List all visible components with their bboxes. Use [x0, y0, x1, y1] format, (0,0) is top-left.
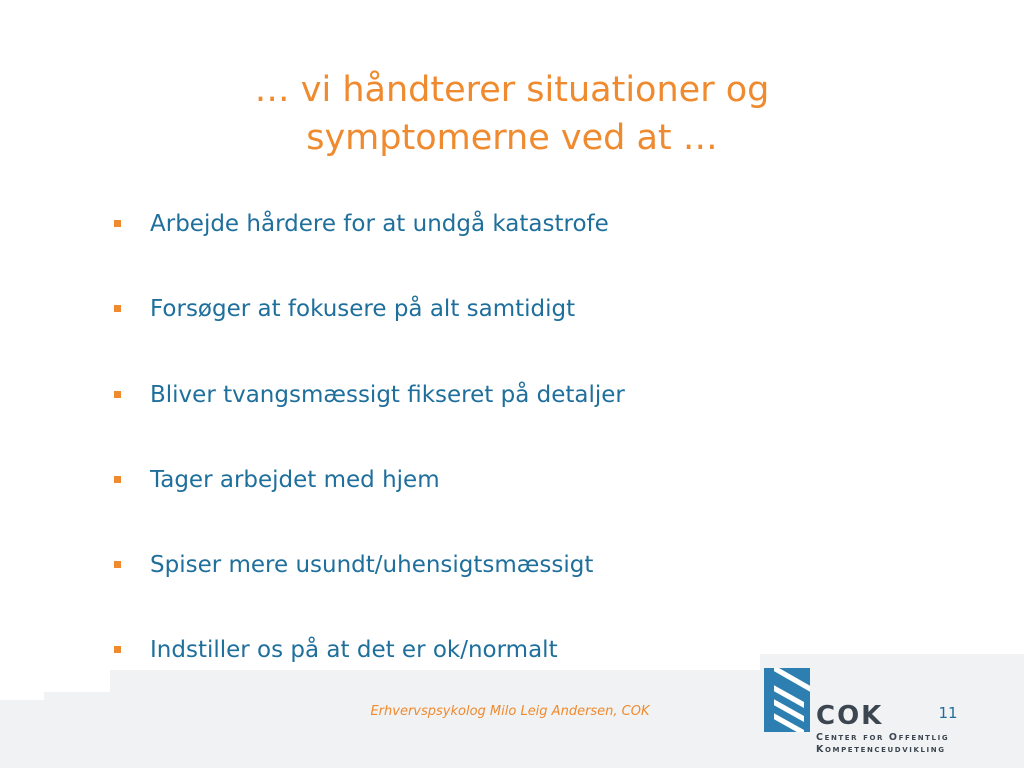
- bullet-text: Indstiller os på at det er ok/normalt: [150, 637, 558, 664]
- bullet-item: [112, 545, 625, 630]
- slide-title: [112, 66, 912, 162]
- cok-logo-mark-icon: [764, 668, 810, 732]
- square-bullet-icon: [114, 220, 121, 227]
- bullet-item: [112, 630, 625, 715]
- bullet-text: Forsøger at fokusere på alt samtidigt: [150, 296, 576, 323]
- logo-tagline-2: Kompetenceudvikling: [816, 744, 946, 755]
- bullet-item: [112, 204, 625, 289]
- background-step-1: [0, 700, 44, 768]
- square-bullet-icon: [114, 305, 121, 312]
- footer-author: Erhvervspsykolog Milo Leig Andersen, COK: [370, 704, 650, 719]
- logo-tagline-1: Center for Offentlig: [816, 732, 950, 743]
- bullet-item: [112, 460, 625, 545]
- background-step-2: [44, 692, 114, 768]
- bullet-text: Tager arbejdet med hjem: [150, 466, 440, 493]
- square-bullet-icon: [114, 476, 121, 483]
- square-bullet-icon: [114, 646, 121, 653]
- bullet-item: [112, 375, 625, 460]
- bullet-list: [112, 204, 625, 716]
- page-number: 11: [938, 704, 958, 722]
- cok-logo: [764, 668, 964, 758]
- square-bullet-icon: [114, 561, 121, 568]
- logo-wordmark: COK: [816, 701, 884, 731]
- bullet-text: Arbejde hårdere for at undgå katastrofe: [150, 211, 609, 237]
- bullet-text: Spiser mere usundt/uhensigtsmæssigt: [150, 552, 594, 579]
- title-line-1: … vi håndterer situationer og: [254, 70, 770, 110]
- bullet-text: Bliver tvangsmæssigt fikseret på detaljer: [150, 381, 625, 408]
- bullet-item: [112, 289, 625, 374]
- title-line-2: symptomerne ved at …: [306, 118, 718, 158]
- square-bullet-icon: [114, 391, 121, 398]
